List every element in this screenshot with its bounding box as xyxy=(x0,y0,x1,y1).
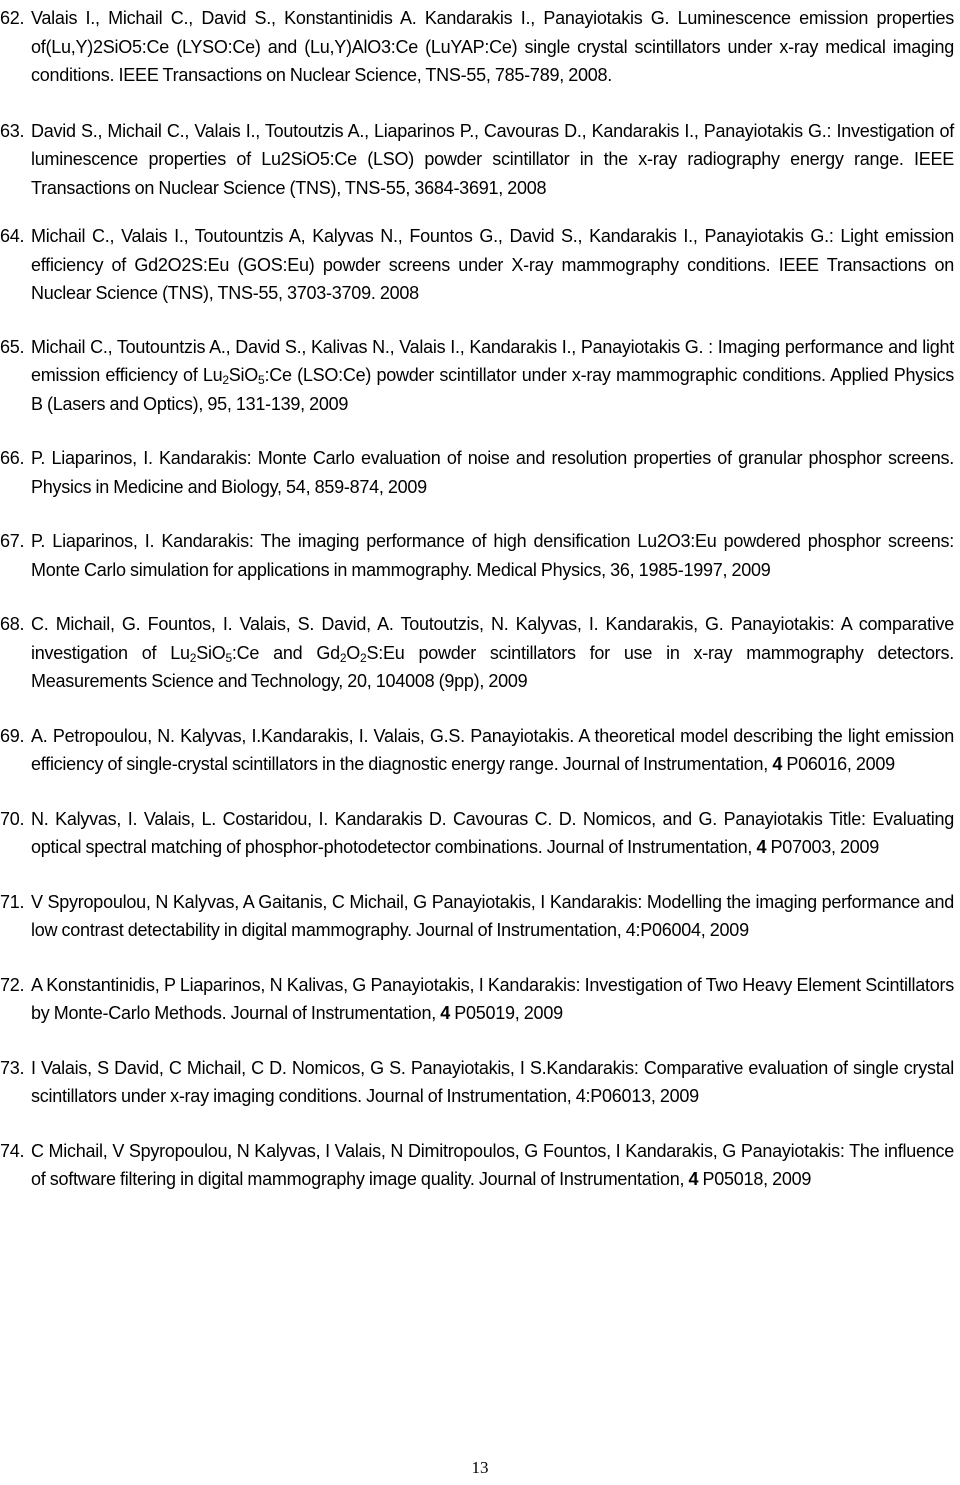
reference-text xyxy=(31,614,954,691)
text-segment: O xyxy=(346,642,361,663)
reference-number: 71. xyxy=(0,891,25,912)
reference-number: 73. xyxy=(0,1057,25,1078)
text-segment: Michail C., Toutountzis A., David S., Kalivas N., Valais I., Kandarakis I., Panayiotakis G. : Imaging performance and light emission efficiency of Lu xyxy=(31,336,954,385)
subscript: 2 xyxy=(339,650,347,665)
reference-item xyxy=(0,117,954,203)
reference-text xyxy=(31,809,954,858)
reference-text: Michail C., Valais I., Toutountzis A, Kalyvas N., Fountos G., David S., Kandarakis I., Panayiotakis G.: Light emission efficiency of Gd2O2S:Eu (GOS:Eu) powder screens under X-ray mammography conditions. IEEE Transactions on Nuclear Science (TNS), TNS-55, 3703-3709. 2008 xyxy=(31,226,954,303)
reference-item xyxy=(0,971,954,1028)
reference-item xyxy=(0,610,954,696)
reference-text xyxy=(31,337,954,414)
subscript: 5 xyxy=(225,650,232,665)
text-segment: P07003, 2009 xyxy=(766,837,880,857)
reference-item xyxy=(0,805,954,862)
subscript: 2 xyxy=(189,650,197,665)
reference-number: 63. xyxy=(0,120,25,141)
reference-text: P. Liaparinos, I. Kandarakis: Monte Carlo evaluation of noise and resolution properties of granular phosphor screens. Physics in Medicine and Biology, 54, 859-874, 2009 xyxy=(31,448,954,497)
volume-number: 4 xyxy=(688,1169,699,1189)
reference-item xyxy=(0,444,954,501)
reference-text xyxy=(31,726,954,775)
reference-text xyxy=(31,975,954,1024)
text-segment: S:Eu powder scintillators for use in x-ray mammography detectors. Measurements Science and Technology, 20, 104008 (9pp), 2009 xyxy=(31,642,954,691)
volume-number: 4 xyxy=(756,837,767,857)
reference-number: 65. xyxy=(0,336,25,357)
reference-item xyxy=(0,1137,954,1194)
reference-number: 64. xyxy=(0,226,25,246)
text-segment: SiO xyxy=(196,642,226,663)
reference-item xyxy=(0,722,954,779)
subscript: 5 xyxy=(258,373,265,387)
text-segment: N. Kalyvas, I. Valais, L. Costaridou, I. Kandarakis D. Cavouras C. D. Nomicos, and G. Panayiotakis Title: Evaluating optical spectral matching of phosphor-photodetector combinations. Journal of Instrumentation, xyxy=(31,808,954,857)
reference-item xyxy=(0,1054,954,1111)
text-segment: P05019, 2009 xyxy=(449,1003,563,1023)
reference-number: 72. xyxy=(0,974,25,995)
subscript: 2 xyxy=(360,650,367,665)
reference-text: Valais I., Michail C., David S., Konstantinidis A. Kandarakis I., Panayiotakis G. Luminescence emission properties of(Lu,Y)2SiO5:Ce (LYSO:Ce) and (Lu,Y)AlO3:Ce (LuYAP:Ce) single crystal scintillators under x-ray medical imaging conditions. IEEE Transactions on Nuclear Science, TNS-55, 785-789, 2008. xyxy=(31,8,954,85)
text-segment: SiO xyxy=(228,365,259,385)
text-segment: P05018, 2009 xyxy=(698,1169,812,1189)
text-segment: P06016, 2009 xyxy=(782,754,895,774)
text-segment: A. Petropoulou, N. Kalyvas, I.Kandarakis, I. Valais, G.S. Panayiotakis. A theoretical model describing the light emission efficiency of single-crystal scintillators in the diagnostic energy range. Journal of Instrumentation, xyxy=(31,725,954,774)
volume-number: 4 xyxy=(440,1003,450,1023)
volume-number: 4 xyxy=(772,754,783,774)
page-number: 13 xyxy=(471,1458,489,1477)
reference-number: 67. xyxy=(0,531,25,551)
reference-text: I Valais, S David, C Michail, C D. Nomicos, G S. Panayiotakis, I S.Kandarakis: Comparative evaluation of single crystal scintillators under x-ray imaging conditions. Journal of Instrumentation, 4:P06013, 2009 xyxy=(31,1057,954,1106)
reference-item xyxy=(0,222,954,308)
text-segment: :Ce and Gd xyxy=(231,642,340,663)
text-segment: C Michail, V Spyropoulou, N Kalyvas, I Valais, N Dimitropoulos, G Fountos, I Kandarakis, G Panayiotakis: The influence of software filtering in digital mammography image quality. Journal of Instrumentation, xyxy=(31,1140,954,1189)
reference-number: 68. xyxy=(0,614,25,634)
reference-number: 66. xyxy=(0,448,25,468)
reference-list xyxy=(0,4,954,1194)
reference-number: 74. xyxy=(0,1140,25,1161)
reference-text: V Spyropoulou, N Kalyvas, A Gaitanis, C Michail, G Panayiotakis, I Kandarakis: Modelling the imaging performance and low contrast detectability in digital mammography. Journal of Instrumentation, 4:P06004, 2009 xyxy=(31,891,954,940)
text-segment: C. Michail, G. Fountos, I. Valais, S. David, A. Toutoutzis, N. Kalyvas, I. Kandarakis, G. Panayiotakis: A comparative investigation of Lu xyxy=(31,614,954,663)
text-segment: :Ce (LSO:Ce) powder scintillator under x-ray mammographic conditions. Applied Physics B (Lasers and Optics), 95, 131-139, 2009 xyxy=(31,365,954,414)
reference-item xyxy=(0,888,954,945)
reference-number: 69. xyxy=(0,725,25,746)
reference-number: 70. xyxy=(0,808,25,829)
subscript: 2 xyxy=(222,373,229,387)
text-segment: A Konstantinidis, P Liaparinos, N Kalivas, G Panayiotakis, I Kandarakis: Investigation of Two Heavy Element Scintillators by Monte-Carlo Methods. Journal of Instrumentation, xyxy=(31,974,954,1023)
reference-number: 62. xyxy=(0,8,25,28)
reference-item xyxy=(0,527,954,584)
reference-text: David S., Michail C., Valais I., Toutoutzis A., Liaparinos P., Cavouras D., Kandarakis I., Panayiotakis G.: Investigation of luminescence properties of Lu2SiO5:Ce (LSO) powder scintillator in the x-ray radiography energy range. IEEE Transactions on Nuclear Science (TNS), TNS-55, 3684-3691, 2008 xyxy=(31,120,954,198)
reference-text: P. Liaparinos, I. Kandarakis: The imaging performance of high densification Lu2O3:Eu powdered phosphor screens: Monte Carlo simulation for applications in mammography. Medical Physics, 36, 1985-1997, 2009 xyxy=(31,531,954,580)
reference-item xyxy=(0,333,954,419)
reference-item xyxy=(0,4,954,90)
reference-text xyxy=(31,1141,954,1190)
